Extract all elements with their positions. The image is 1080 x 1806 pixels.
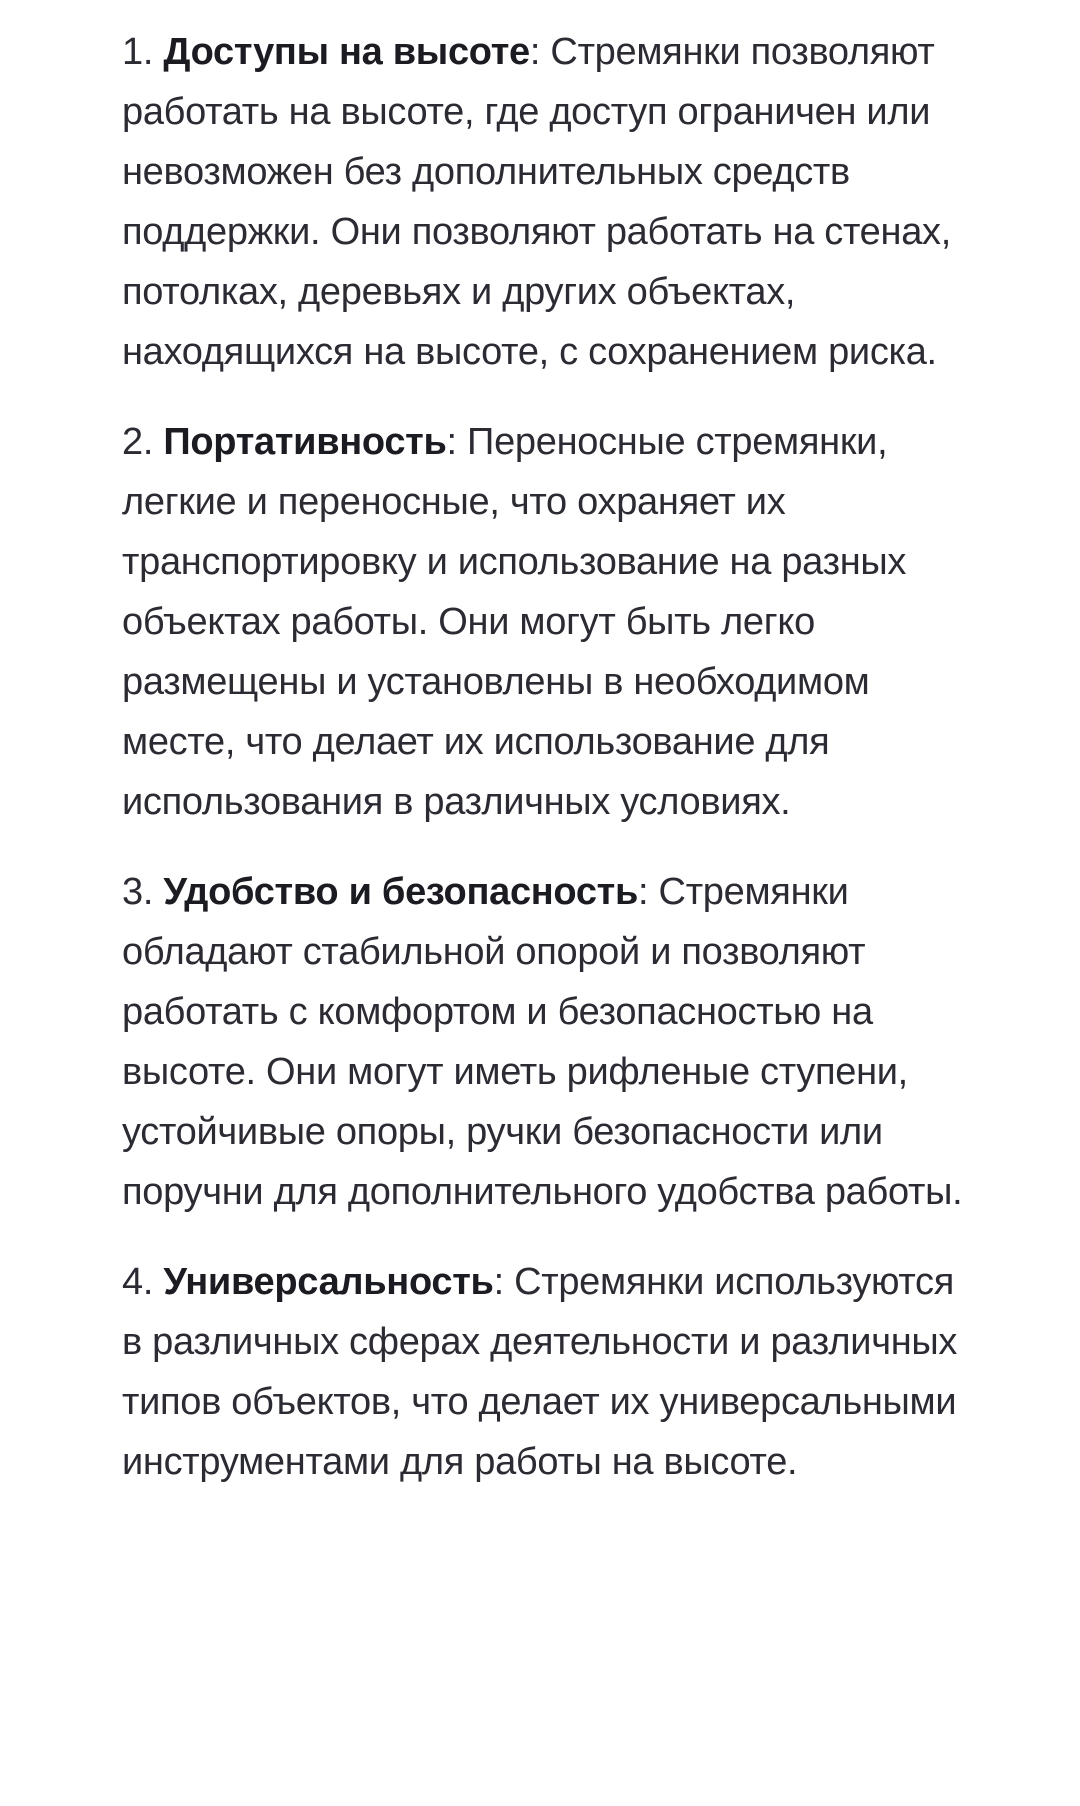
list-item-4 (122, 1252, 972, 1492)
list-item-2 (122, 412, 972, 832)
item-number: 1. (122, 31, 164, 73)
item-term: Универсальность (163, 1261, 494, 1303)
item-term: Доступы на высоте (163, 31, 530, 73)
item-text: : Стремянки используются в различных сферах деятельности и различных типов объектов, что делает их универсальными инструментами для работы на высоте. (122, 1261, 958, 1483)
item-number: 2. (122, 421, 164, 463)
item-term: Портативность (163, 421, 447, 463)
item-number: 4. (122, 1261, 164, 1303)
item-text: : Переносные стремянки, легкие и переносные, что охраняет их транспортировку и использование на разных объектах работы. Они могут быть легко размещены и установлены в необходимом месте, что делает их использование для использования в различных условиях. (122, 421, 907, 823)
item-text: : Стремянки обладают стабильной опорой и позволяют работать с комфортом и безопасностью на высоте. Они могут иметь рифленые ступени, устойчивые опоры, ручки безопасности или поручни для дополнительного удобства работы. (122, 871, 963, 1213)
item-number: 3. (122, 871, 164, 913)
item-term: Удобство и безопасность (163, 871, 639, 913)
list-item-1 (122, 22, 972, 382)
numbered-list (122, 22, 972, 1492)
list-item-3 (122, 862, 972, 1222)
item-text: : Стремянки позволяют работать на высоте, где доступ ограничен или невозможен без дополнительных средств поддержки. Они позволяют работать на стенах, потолках, деревьях и других объектах, находящихся на высоте, с сохранением риска. (122, 31, 951, 373)
